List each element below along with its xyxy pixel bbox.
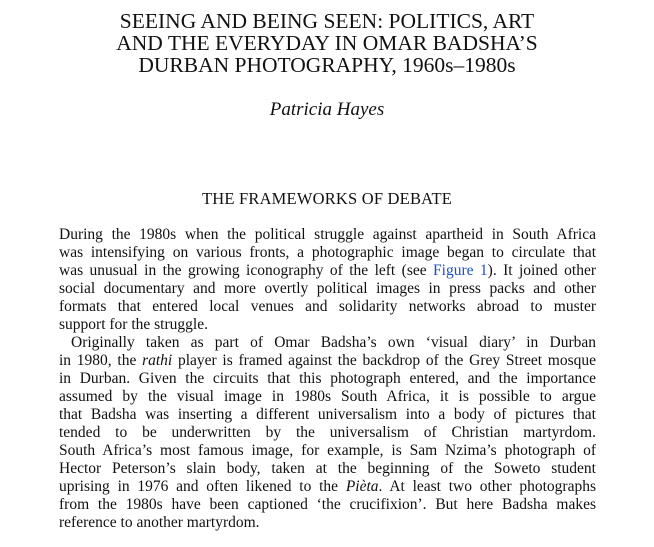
paragraph-1-line-3 [59, 262, 596, 280]
paragraph-2-line-10: from the 1980s have been captioned ‘the crucifixion’. But here Badsha makes [59, 496, 596, 513]
text-span: was unusual in the growing iconography of the left (see [59, 262, 434, 279]
paragraph-2-line-5: that Badsha was inserting a different universalism into a body of pictures that [59, 406, 596, 423]
paragraph-1-line-4: social documentary and more overtly political images in press packs and other [59, 280, 596, 297]
paragraph-2-line-6: tended to be underwritten by the universalism of Christian martyrdom. [59, 424, 596, 441]
article-title-line-2: AND THE EVERYDAY IN OMAR BADSHA’S [116, 31, 538, 55]
article-title-line-1: SEEING AND BEING SEEN: POLITICS, ART [119, 9, 535, 33]
article-title-line-3: DURBAN PHOTOGRAPHY, 1960s–1980s [138, 53, 516, 77]
text-span: in 1980, the [59, 352, 143, 369]
paragraph-1-line-5: formats that entered local venues and solidarity networks abroad to muster [59, 298, 596, 315]
paragraph-2-line-8: Hector Peterson’s slain body, taken at the beginning of the Soweto student [59, 460, 596, 477]
paragraph-2-line-11: reference to another martyrdom. [59, 514, 260, 531]
text-span: player is framed against the backdrop of the Grey Street mosque [172, 352, 596, 369]
paragraph-2-line-2 [59, 352, 596, 370]
paragraph-2-line-4: assumed by the visual image in 1980s South Africa, it is possible to argue [59, 388, 596, 405]
paragraph-2-line-1: Originally taken as part of Omar Badsha’s own ‘visual diary’ in Durban [71, 334, 596, 351]
paragraph-2-line-3: in Durban. Given the circuits that this photograph entered, and the importance [59, 370, 596, 387]
paragraph-1-line-6: support for the struggle. [59, 316, 208, 333]
text-span: uprising in 1976 and often likened to the [59, 478, 346, 495]
paragraph-2-line-9 [59, 478, 596, 496]
text-span: ). It joined other [487, 262, 596, 279]
pieta-italic: Pièta [345, 478, 379, 495]
paragraph-2-line-7: South Africa’s most famous image, for example, is Sam Nzima’s photograph of [59, 442, 596, 459]
section-heading: THE FRAMEWORKS OF DEBATE [201, 189, 453, 208]
rathi-italic: rathi [142, 352, 173, 369]
paragraph-1-line-1: During the 1980s when the political struggle against apartheid in South Africa [59, 226, 596, 243]
figure-1-link[interactable]: Figure 1 [433, 262, 488, 279]
author-name: Patricia Hayes [269, 99, 385, 120]
paragraph-1-line-2: was intensifying on various fronts, a photographic image began to circulate that [59, 244, 596, 261]
text-span: . At least two other photographs [378, 478, 596, 495]
